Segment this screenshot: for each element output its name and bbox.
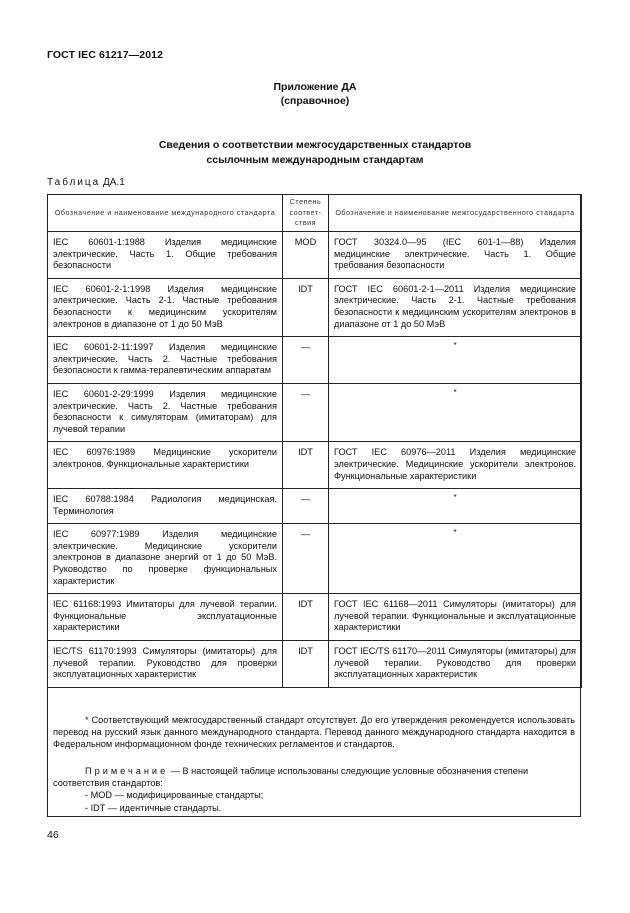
table-caption	[47, 177, 125, 188]
cell-interstate: *	[329, 383, 582, 441]
cell-interstate: *	[329, 337, 582, 384]
document-header: ГОСТ IEC 61217—2012	[47, 49, 164, 61]
cell-degree: IDT	[283, 641, 329, 688]
cell-degree: MOD	[283, 232, 329, 279]
table-caption-label: Таблица	[47, 177, 101, 188]
table-row	[48, 383, 582, 441]
table-row	[48, 278, 582, 336]
cell-international: IEC 60601-2-1:1998 Изделия медицинские электрические. Часть 2-1. Частные требования безопасности к медицинским ускорителям электронов в диапазоне от 1 до 50 МэВ	[48, 278, 283, 336]
table-row	[48, 641, 582, 688]
section-title-line-2: ссылочным международным стандартам	[206, 154, 424, 166]
table-row	[48, 337, 582, 384]
cell-degree: —	[283, 489, 329, 524]
table-row	[48, 524, 582, 594]
cell-international: IEC 61168:1993 Имитаторы для лучевой терапии. Функциональные эксплуатационные характеристики	[48, 594, 283, 641]
cell-interstate: ГОСТ IEC/TS 61170—2011 Симуляторы (имитаторы) для лучевой терапии. Руководство для проверки эксплуатационных характеристик	[329, 641, 582, 688]
cell-degree: —	[283, 383, 329, 441]
table-header-row	[48, 195, 582, 232]
note-label: Примечание	[85, 766, 169, 776]
appendix-heading	[0, 80, 630, 108]
cell-interstate: *	[329, 524, 582, 594]
cell-interstate: ГОСТ IEC 60976—2011 Изделия медицинские электрические. Медицинские ускорители электронов. Функциональные характеристики	[329, 442, 582, 489]
section-title-line-1: Сведения о соответствии межгосударственных стандартов	[158, 139, 472, 151]
table-row	[48, 442, 582, 489]
note-item-mod: - MOD — модифицированные стандарты;	[85, 790, 264, 801]
note-text: — В настоящей таблице использованы следующие условные обозначения степени соответствия стандартов:	[53, 766, 529, 789]
page-number: 46	[47, 829, 59, 841]
note-paragraph	[53, 765, 575, 789]
cell-interstate: *	[329, 489, 582, 524]
cell-degree: —	[283, 337, 329, 384]
cell-international: IEC 60601-2-29:1999 Изделия медицинские электрические. Часть 2. Частные требования безопасности к симуляторам (имитаторам) для лучевой терапии	[48, 383, 283, 441]
cell-interstate: ГОСТ IEC 60601-2-1—2011 Изделия медицинские электрические. Часть 2-1. Частные требования безопасности к медицинским ускорителям электронов в диапазоне от 1 до 50 МэВ	[329, 278, 582, 336]
table-note	[53, 765, 575, 814]
header-interstate-standard: Обозначение и наименование межгосударственного стандарта	[329, 195, 582, 232]
table-row	[48, 489, 582, 524]
cell-international: IEC 60976:1989 Медицинские ускорители электронов. Функциональные характеристики	[48, 442, 283, 489]
cell-degree: IDT	[283, 278, 329, 336]
section-title	[0, 138, 630, 168]
cell-interstate: ГОСТ 30324.0—95 (IEC 601-1—88) Изделия медицинские электрические. Часть 1. Общие требования безопасности	[329, 232, 582, 279]
appendix-subtitle: (справочное)	[280, 95, 350, 107]
cell-degree: IDT	[283, 594, 329, 641]
cell-international: IEC 60788:1984 Радиология медицинская. Терминология	[48, 489, 283, 524]
cell-interstate: ГОСТ IEC 61168—2011 Симуляторы (имитаторы) для лучевой терапии. Функциональные и эксплуатационные характеристики	[329, 594, 582, 641]
correspondence-table	[47, 194, 582, 688]
table-row	[48, 232, 582, 279]
cell-international: IEC 60977:1989 Изделия медицинские электрические. Медицинские ускорители электронов в диапазоне энергий от 1 до 50 МэВ. Руководство по проверке функциональных характеристик	[48, 524, 283, 594]
header-international-standard: Обозначение и наименование международного стандарта	[48, 195, 283, 232]
table-row	[48, 594, 582, 641]
cell-degree: IDT	[283, 442, 329, 489]
table-caption-number: ДА.1	[103, 177, 125, 188]
appendix-title: Приложение ДА	[273, 81, 357, 93]
cell-international: IEC 60601-1:1988 Изделия медицинские электрические. Часть 1. Общие требования безопасности	[48, 232, 283, 279]
cell-international: IEC 60601-2-11:1997 Изделия медицинские электрические. Часть 2. Частные требования безопасности к гамма-терапевтическим аппаратам	[48, 337, 283, 384]
cell-degree: —	[283, 524, 329, 594]
header-degree: Степень соответ-ствия	[283, 195, 329, 232]
cell-international: IEC/TS 61170:1993 Симуляторы (имитаторы) для лучевой терапии. Руководство для проверки эксплуатационных характеристик	[48, 641, 283, 688]
note-item-idt: - IDT — идентичные стандарты.	[85, 802, 222, 813]
table-footnote: * Соответствующий межгосударственный стандарт отсутствует. До его утверждения рекомендуется использовать перевод на русский язык данного международного стандарта. Перевод данного международного стандарта находится в Федеральном информационном фонде технических регламентов и стандартов.	[53, 715, 575, 750]
